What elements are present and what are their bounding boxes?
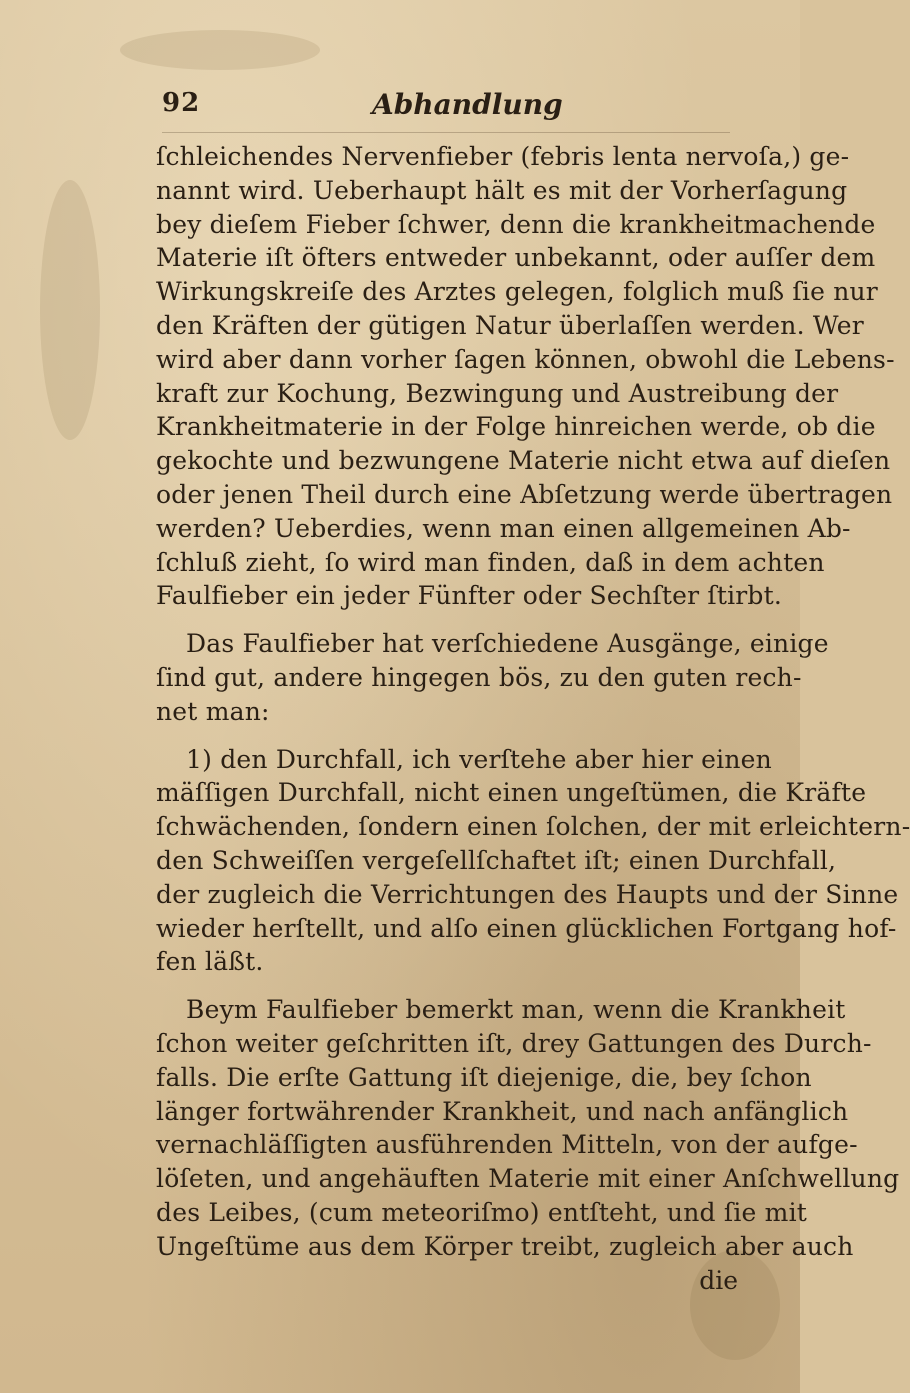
- page-header: [162, 88, 730, 128]
- catchword: die: [699, 1265, 738, 1295]
- text-line: Krankheitmaterie in der Folge hinreichen werde, ob die: [156, 412, 876, 442]
- text-line: oder jenen Theil durch eine Abſetzung werde übertragen: [156, 479, 893, 509]
- text-line: länger fortwährender Krankheit, und nach anfänglich: [156, 1096, 849, 1126]
- paragraph: [156, 743, 910, 980]
- text-line: ſchluß zieht, ſo wird man finden, daß in dem achten: [156, 547, 825, 577]
- text-line: 1) den Durchfall, ich verſtehe aber hier einen: [186, 744, 772, 774]
- text-line: löſeten, und angehäuften Materie mit einer Anſchwellung: [156, 1164, 900, 1194]
- text-line: wird aber dann vorher ſagen können, obwohl die Lebens-: [156, 344, 895, 374]
- text-line: ſind gut, andere hingegen bös, zu den guten rech-: [156, 662, 802, 692]
- text-line: wieder herſtellt, und alſo einen glücklichen Fortgang hof-: [156, 913, 897, 943]
- text-line: fen läßt.: [156, 947, 264, 977]
- text-line: Beym Faulfieber bemerkt man, wenn die Krankheit: [186, 995, 846, 1025]
- paragraph: [156, 627, 829, 728]
- body-text: [156, 140, 910, 1297]
- text-line: Materie iſt öfters entweder unbekannt, oder auſſer dem: [156, 243, 876, 273]
- text-line: ſchwächenden, ſondern einen ſolchen, der mit erleichtern-: [156, 812, 910, 842]
- text-line: werden? Ueberdies, wenn man einen allgemeinen Ab-: [156, 513, 851, 543]
- text-line: nannt wird. Ueberhaupt hält es mit der Vorherſagung: [156, 175, 848, 205]
- paragraph: [156, 993, 900, 1263]
- text-line: falls. Die erſte Gattung iſt diejenige, die, bey ſchon: [156, 1062, 812, 1092]
- text-line: Wirkungskreiſe des Arztes gelegen, folglich muß ſie nur: [156, 277, 878, 307]
- text-line: den Schweiſſen vergeſellſchaftet iſt; einen Durchfall,: [156, 845, 837, 875]
- text-line: Faulfieber ein jeder Fünfter oder Sechſter ſtirbt.: [156, 581, 783, 611]
- text-line: den Kräften der gütigen Natur überlaſſen werden. Wer: [156, 310, 864, 340]
- text-line: kraft zur Kochung, Bezwingung und Austreibung der: [156, 378, 839, 408]
- text-line: mäſſigen Durchfall, nicht einen ungeſtümen, die Kräfte: [156, 778, 867, 808]
- paper-stain: [120, 30, 320, 70]
- text-line: vernachläſſigten ausführenden Mitteln, von der aufge-: [156, 1130, 858, 1160]
- text-line: des Leibes, (cum meteoriſmo) entſteht, und ſie mit: [156, 1197, 808, 1227]
- text-line: gekochte und bezwungene Materie nicht etwa auf dieſen: [156, 446, 891, 476]
- text-line: Das Faulfieber hat verſchiedene Ausgänge, einige: [186, 629, 829, 659]
- text-line: der zugleich die Verrichtungen des Haupts und der Sinne: [156, 879, 899, 909]
- paper-stain: [40, 180, 100, 440]
- paragraph: [156, 140, 895, 613]
- text-line: bey dieſem Fieber ſchwer, denn die krankheitmachende: [156, 209, 876, 239]
- text-line: ſchleichendes Nervenfieber (febris lenta nervoſa,) ge-: [156, 142, 850, 171]
- page-number: 92: [162, 88, 201, 118]
- header-rule: [162, 132, 730, 133]
- text-line: ſchon weiter geſchritten iſt, drey Gattungen des Durch-: [156, 1028, 872, 1058]
- text-line: Ungeſtüme aus dem Körper treibt, zugleich aber auch: [156, 1231, 854, 1261]
- text-line: net man:: [156, 696, 270, 726]
- running-head: Abhandlung: [372, 88, 563, 121]
